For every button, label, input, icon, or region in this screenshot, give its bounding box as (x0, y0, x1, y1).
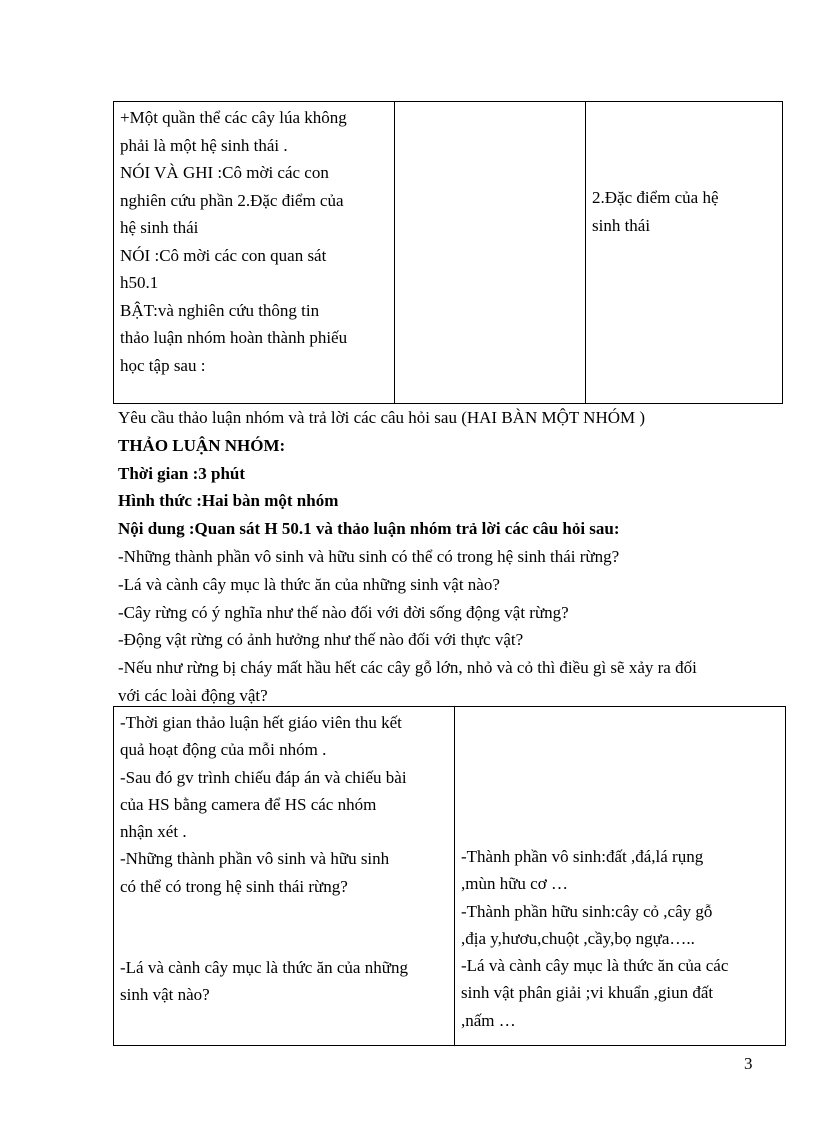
text-line: -Thành phần hữu sinh:cây cỏ ,cây gỗ (461, 901, 713, 921)
text-line: -Lá và cành cây mục là thức ăn của những (120, 958, 408, 978)
text-line: nghiên cứu phần 2.Đặc điểm của (120, 190, 344, 210)
text-line: sinh vật phân giải ;vi khuẩn ,giun đất (461, 983, 714, 1003)
text-line: ,nấm … (461, 1010, 516, 1030)
text-line: học tập sau : (120, 355, 206, 375)
table2-left-cell (114, 707, 455, 1046)
text-line: -Thành phần vô sinh:đất ,đá,lá rụng (461, 847, 704, 866)
text-line: -Những thành phần vô sinh và hữu sinh (120, 849, 390, 869)
requirement-text: Yêu cầu thảo luận nhóm và trả lời các câu hỏi sau (HAI BÀN MỘT NHÓM ) (118, 408, 646, 427)
text-line: -Sau đó gv trình chiếu đáp án và chiếu bài (120, 767, 407, 787)
text-line: -Thời gian thảo luận hết giáo viên thu kết (120, 713, 402, 732)
text-line: có thể có trong hệ sinh thái rừng? (120, 876, 348, 896)
question-line: -Động vật rừng có ảnh hưởng như thế nào đối với thực vật? (118, 630, 524, 650)
text-line: sinh thái (592, 215, 651, 235)
lesson-table-1 (113, 101, 783, 404)
text-line: ,mùn hữu cơ … (461, 874, 568, 894)
text-line: của HS bằng camera để HS các nhóm (120, 794, 377, 814)
question-line: -Lá và cành cây mục là thức ăn của những sinh vật nào? (118, 574, 500, 594)
form-text: Hình thức :Hai bàn một nhóm (118, 491, 339, 511)
content-text: Nội dung :Quan sát H 50.1 và thảo luận nhóm trả lời các câu hỏi sau: (118, 519, 620, 539)
text-line: quả hoạt động của mỗi nhóm . (120, 740, 327, 760)
text-line: hệ sinh thái (120, 218, 199, 237)
text-line: sinh vật nào? (120, 985, 210, 1005)
text-line: h50.1 (120, 273, 159, 292)
text-line: NÓI :Cô mời các con quan sát (120, 245, 327, 265)
table1-teacher-activity-cell (114, 102, 395, 404)
question-line: -Cây rừng có ý nghĩa như thế nào đối với đời sống động vật rừng? (118, 602, 569, 622)
text-line: phải là một hệ sinh thái . (120, 135, 288, 155)
table1-content-cell (586, 102, 783, 404)
question-line: với các loài động vật? (118, 685, 268, 705)
question-line: -Những thành phần vô sinh và hữu sinh có thể có trong hệ sinh thái rừng? (118, 546, 620, 566)
text-line: nhận xét . (120, 822, 187, 842)
question-line: -Nếu như rừng bị cháy mất hầu hết các cây gỗ lớn, nhỏ và cỏ thì điều gì sẽ xảy ra đối (118, 658, 697, 678)
table2-right-cell (455, 707, 786, 1046)
text-line: BẬT:và nghiên cứu thông tin (120, 300, 320, 320)
lesson-table-2 (113, 706, 786, 1046)
text-line: NÓI VÀ GHI :Cô mời các con (120, 163, 329, 182)
time-text: Thời gian :3 phút (118, 463, 246, 483)
text-line: 2.Đặc điểm của hệ (592, 188, 719, 207)
text-line: +Một quần thể các cây lúa không (120, 108, 347, 127)
table1-empty-cell (395, 102, 586, 404)
text-line: ,địa y,hươu,chuột ,cầy,bọ ngựa….. (461, 928, 695, 948)
discussion-heading: THẢO LUẬN NHÓM: (118, 435, 286, 455)
page-number: 3 (744, 1054, 753, 1073)
text-line: thảo luận nhóm hoàn thành phiếu (120, 328, 348, 347)
text-line: -Lá và cành cây mục là thức ăn của các (461, 956, 729, 976)
discussion-section (118, 404, 768, 710)
